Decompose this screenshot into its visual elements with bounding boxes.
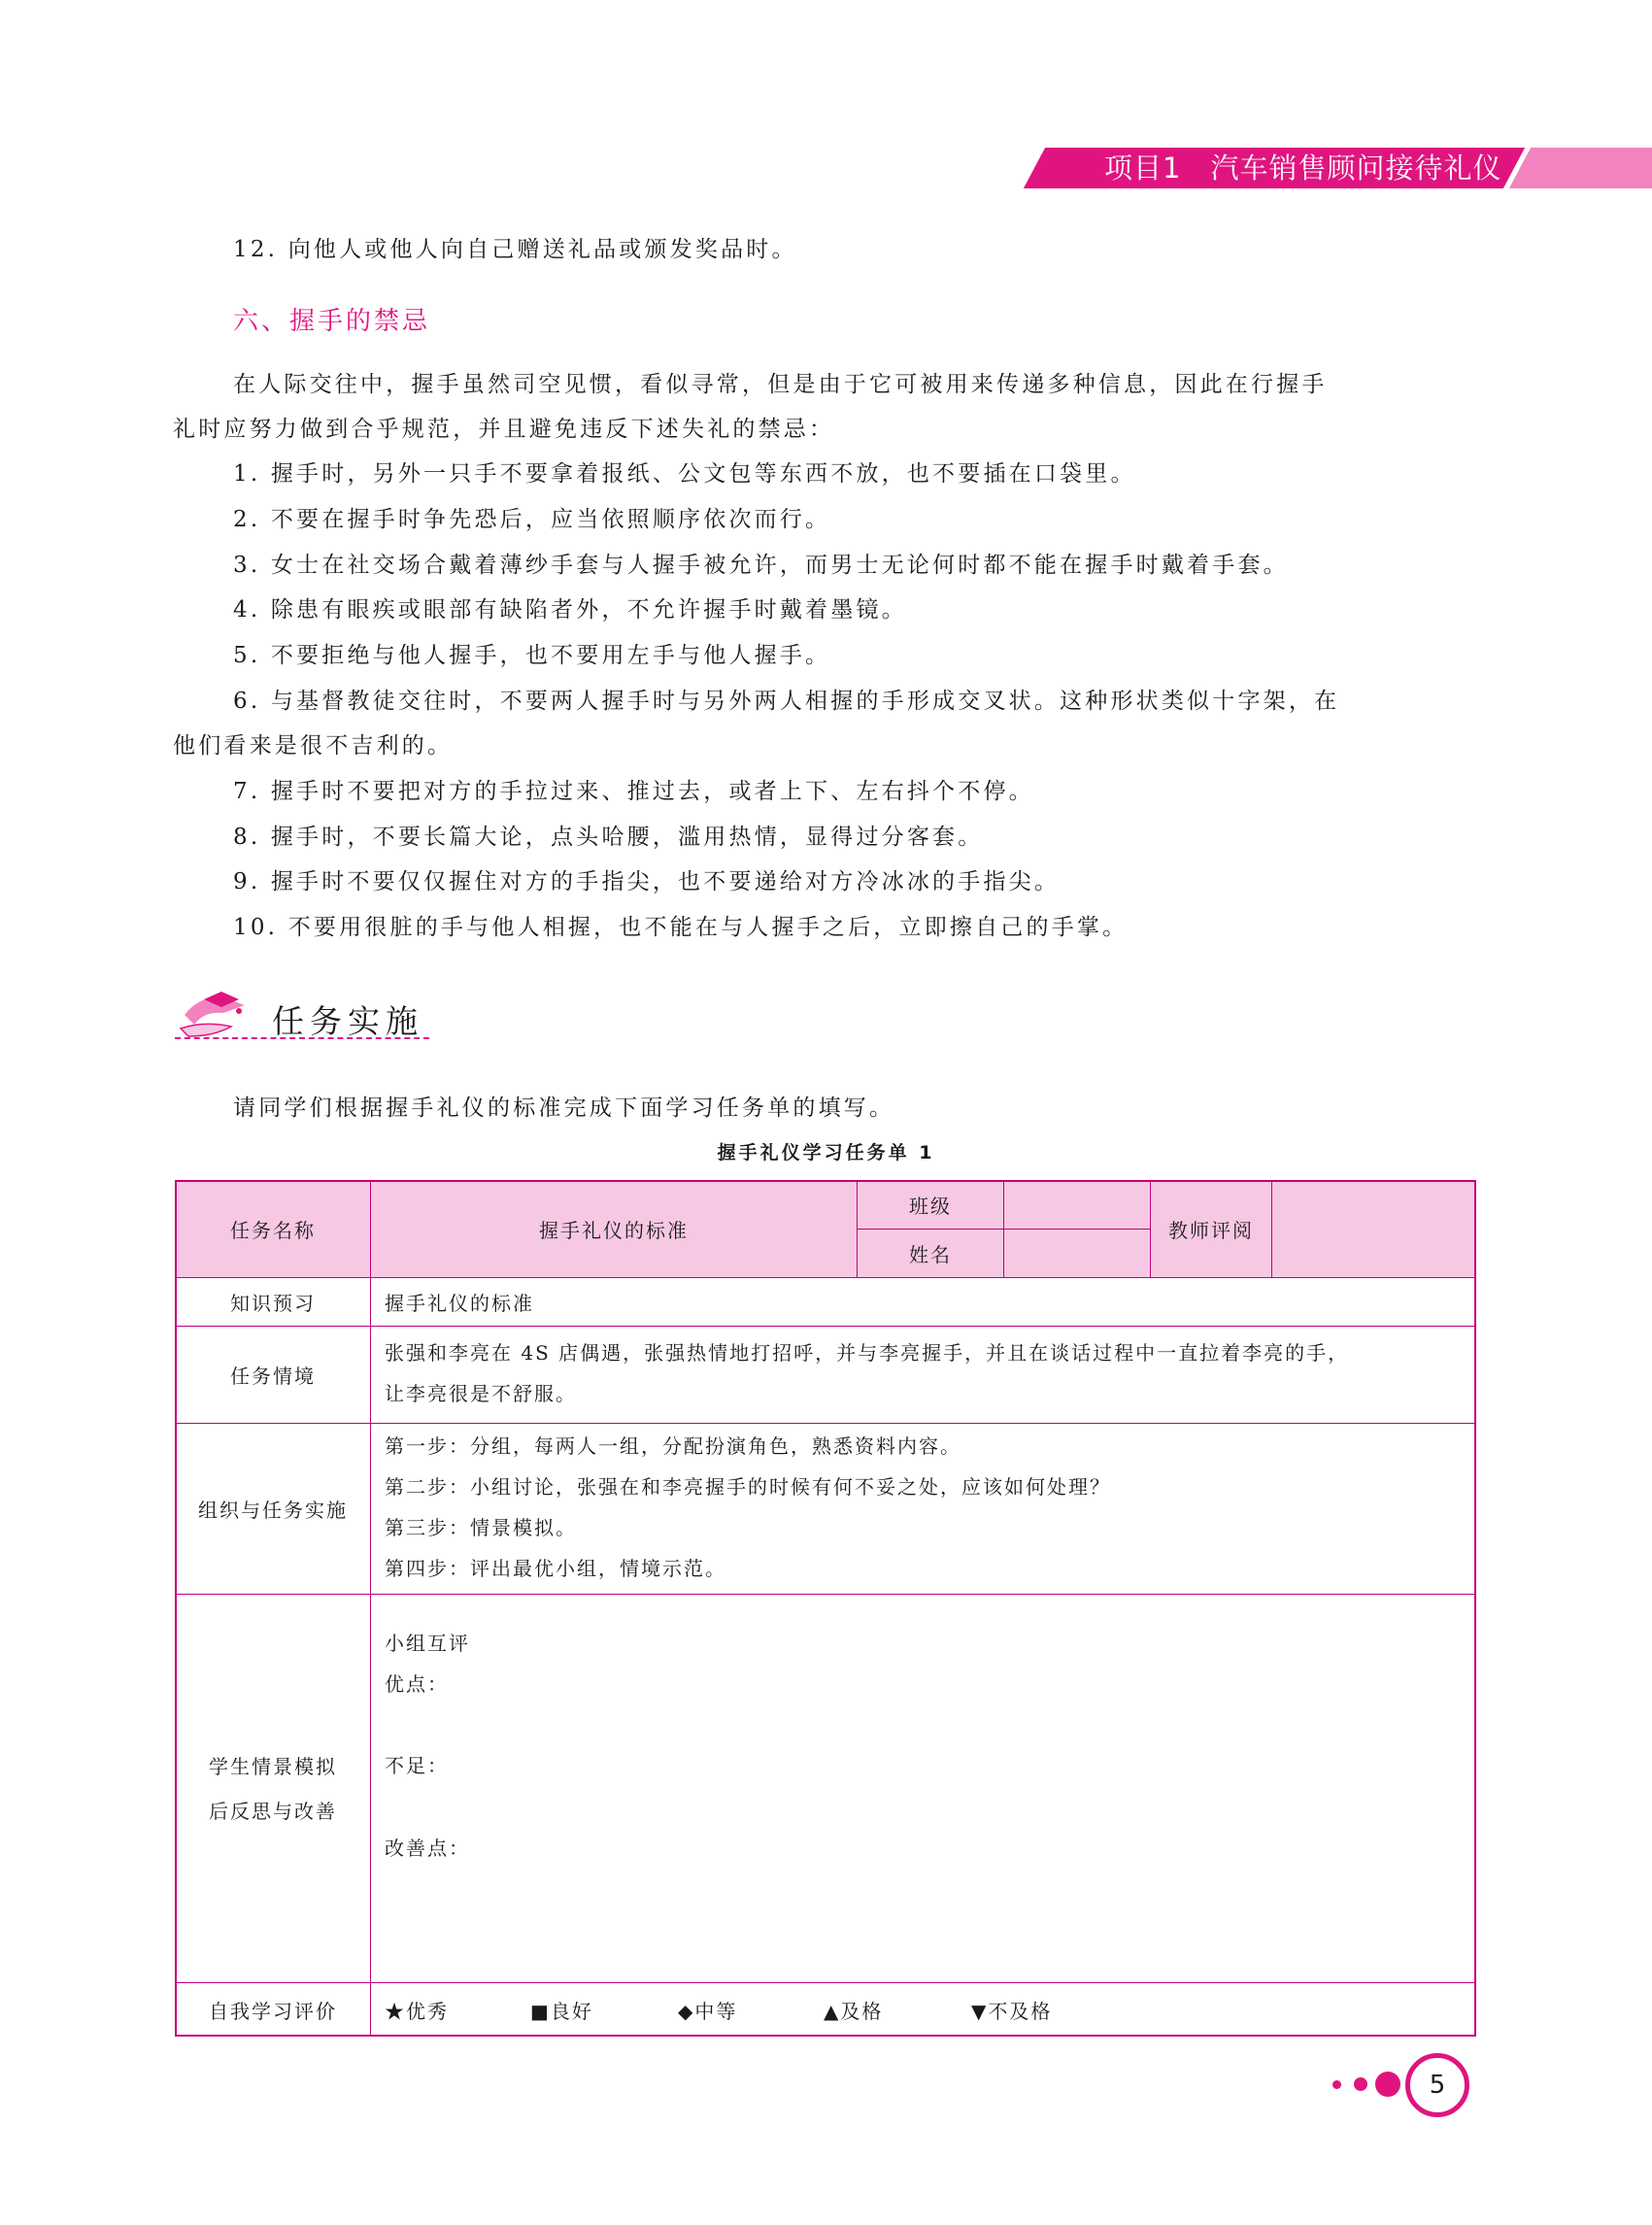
rule-item: 8. 握手时，不要长篇大论，点头哈腰，滥用热情，显得过分客套。 bbox=[233, 825, 984, 850]
teacher-review-field[interactable] bbox=[1271, 1180, 1476, 1278]
class-field[interactable] bbox=[1003, 1180, 1151, 1230]
steps-cell bbox=[370, 1423, 1476, 1595]
rule-item: 5. 不要拒绝与他人握手，也不要用左手与他人握手。 bbox=[233, 643, 831, 668]
step-item: 第二步：小组讨论，张强在和李亮握手的时候有何不妥之处，应该如何处理？ bbox=[385, 1475, 1111, 1499]
task-sheet-table bbox=[175, 1180, 1476, 2037]
weaknesses-label: 不足： bbox=[385, 1754, 449, 1777]
self-evaluation-label: 自我学习评价 bbox=[175, 1982, 371, 2037]
chapter-banner bbox=[1034, 148, 1652, 188]
chapter-title: 项目1 汽车销售顾问接待礼仪 bbox=[1104, 152, 1502, 185]
graduation-cap-icon bbox=[175, 986, 253, 1044]
heading-underline bbox=[175, 1037, 429, 1039]
step-item: 第四步：评出最优小组，情境示范。 bbox=[385, 1557, 726, 1580]
self-evaluation-options bbox=[370, 1982, 1476, 2037]
organization-label: 组织与任务实施 bbox=[175, 1423, 371, 1595]
rule-item: 3. 女士在社交场合戴着薄纱手套与人握手被允许，而男士无论何时都不能在握手时戴着手套。 bbox=[233, 553, 1289, 578]
task-instruction: 请同学们根据握手礼仪的标准完成下面学习任务单的填写。 bbox=[233, 1096, 895, 1121]
preview-label: 知识预习 bbox=[175, 1277, 371, 1327]
dot-medium bbox=[1354, 2077, 1367, 2091]
rating-average[interactable]: ◆中等 bbox=[678, 1999, 738, 2023]
strengths-label: 优点： bbox=[385, 1672, 449, 1696]
improvements-label: 改善点： bbox=[385, 1837, 470, 1860]
preview-value: 握手礼仪的标准 bbox=[370, 1277, 1476, 1327]
dot-large bbox=[1375, 2072, 1400, 2097]
task-heading: 任务实施 bbox=[272, 1002, 423, 1040]
task-name-label: 任务名称 bbox=[175, 1180, 371, 1278]
rating-fail[interactable]: ▼不及格 bbox=[971, 1999, 1053, 2023]
name-label: 姓名 bbox=[857, 1229, 1004, 1278]
step-item: 第三步：情景模拟。 bbox=[385, 1516, 577, 1539]
reflection-label bbox=[175, 1594, 371, 1983]
rule-item-continued: 他们看来是很不吉利的。 bbox=[173, 733, 454, 759]
section-heading: 六、握手的禁忌 bbox=[233, 307, 431, 336]
paragraph-line: 12. 向他人或他人向自己赠送礼品或颁发奖品时。 bbox=[233, 237, 797, 262]
reflection-label-line: 后反思与改善 bbox=[209, 1799, 337, 1823]
rule-item: 9. 握手时不要仅仅握住对方的手指尖，也不要递给对方冷冰冰的手指尖。 bbox=[233, 869, 1061, 894]
rule-item: 7. 握手时不要把对方的手拉过来、推过去，或者上下、左右抖个不停。 bbox=[233, 779, 1034, 804]
rule-item: 1. 握手时，另外一只手不要拿着报纸、公文包等东西不放，也不要插在口袋里。 bbox=[233, 461, 1136, 487]
rule-item: 4. 除患有眼疾或眼部有缺陷者外，不允许握手时戴着墨镜。 bbox=[233, 597, 907, 623]
scenario-line: 让李亮很是不舒服。 bbox=[385, 1382, 577, 1405]
teacher-review-label: 教师评阅 bbox=[1150, 1180, 1272, 1278]
paragraph-line: 礼时应努力做到合乎规范，并且避免违反下述失礼的禁忌： bbox=[173, 417, 835, 442]
rating-good[interactable]: ■良好 bbox=[530, 1999, 593, 2023]
step-item: 第一步：分组，每两人一组，分配扮演角色，熟悉资料内容。 bbox=[385, 1434, 961, 1458]
name-field[interactable] bbox=[1003, 1229, 1151, 1278]
dot-small bbox=[1332, 2080, 1341, 2089]
peer-review-label: 小组互评 bbox=[385, 1632, 470, 1655]
scenario-cell bbox=[370, 1326, 1476, 1424]
rule-item: 2. 不要在握手时争先恐后，应当依照顺序依次而行。 bbox=[233, 507, 831, 532]
rule-item: 6. 与基督教徒交往时，不要两人握手时与另外两人相握的手形成交叉状。这种形状类似十字架，在 bbox=[233, 689, 1340, 714]
table-caption: 握手礼仪学习任务单 1 bbox=[717, 1142, 935, 1163]
reflection-cell[interactable] bbox=[370, 1594, 1476, 1983]
paragraph-line: 在人际交往中，握手虽然司空见惯，看似寻常，但是由于它可被用来传递多种信息，因此在行握手 bbox=[233, 372, 1328, 397]
class-label: 班级 bbox=[857, 1180, 1004, 1230]
task-name-value: 握手礼仪的标准 bbox=[370, 1180, 858, 1278]
scenario-label: 任务情境 bbox=[175, 1326, 371, 1424]
banner-tail bbox=[1509, 148, 1652, 188]
reflection-label-line: 学生情景模拟 bbox=[209, 1754, 337, 1778]
rule-item: 10. 不要用很脏的手与他人相握，也不能在与人握手之后，立即擦自己的手掌。 bbox=[233, 915, 1129, 940]
rating-pass[interactable]: ▲及格 bbox=[824, 1999, 884, 2023]
scenario-line: 张强和李亮在 4S 店偶遇，张强热情地打招呼，并与李亮握手，并且在谈话过程中一直拉着李亮的手， bbox=[385, 1341, 1350, 1365]
rating-excellent[interactable]: ★优秀 bbox=[385, 1999, 449, 2023]
page-number: 5 bbox=[1405, 2053, 1469, 2117]
